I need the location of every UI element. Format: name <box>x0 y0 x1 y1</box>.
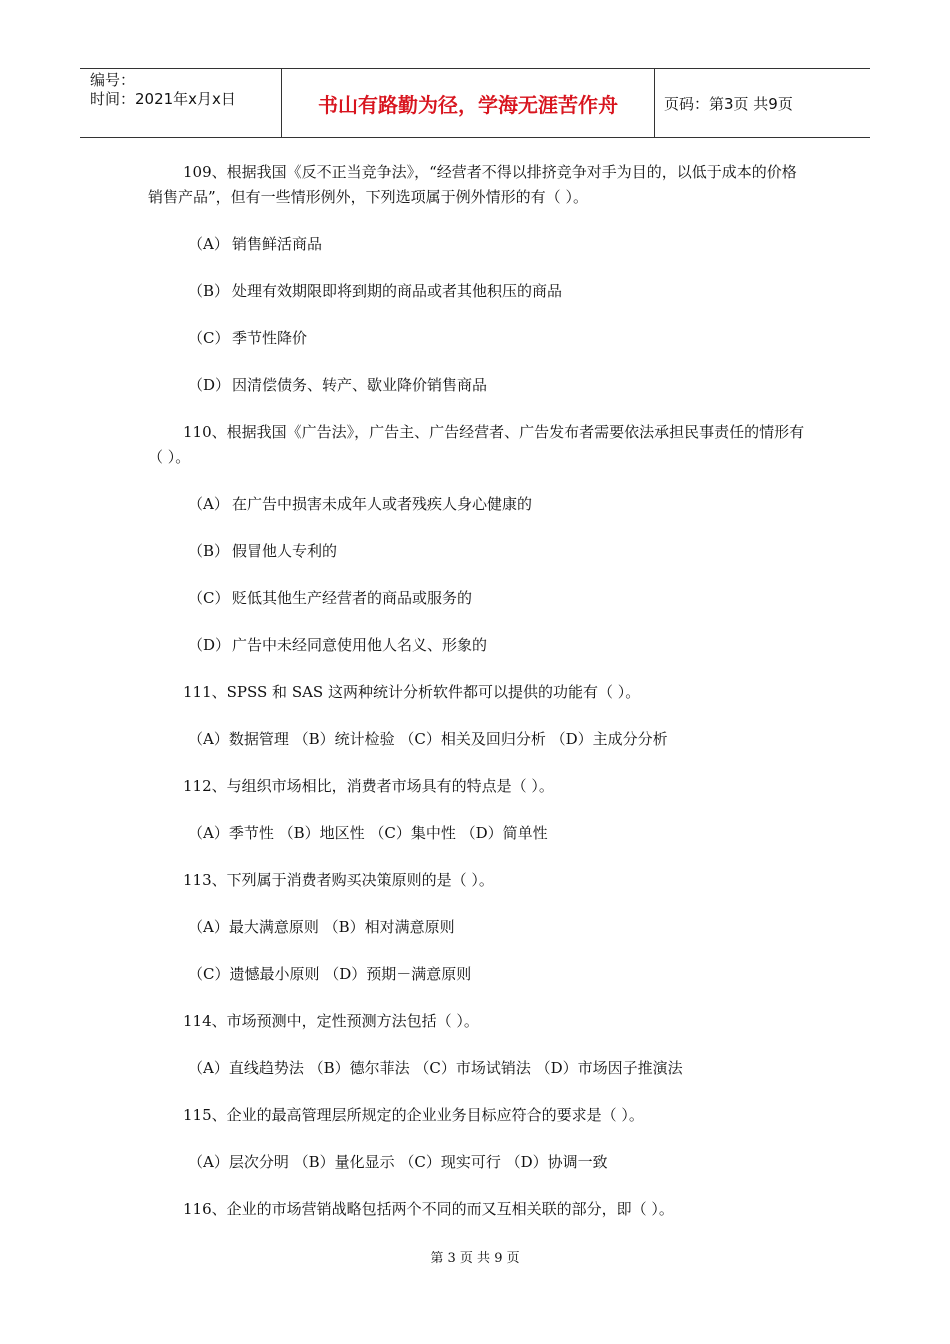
question-109-option-a: （A） 销售鲜活商品 <box>188 235 323 253</box>
question-110-option-d: （D） 广告中未经同意使用他人名义、形象的 <box>188 636 488 654</box>
question-110-option-c: （C） 贬低其他生产经营者的商品或服务的 <box>188 589 473 607</box>
question-list <box>148 160 808 1244</box>
question-109-option-d: （D） 因清偿债务、转产、歇业降价销售商品 <box>188 376 488 394</box>
question-110: 110、根据我国《广告法》，广告主、广告经营者、广告发布者需要依法承担民事责任的情形有（ ）。 <box>148 423 805 466</box>
header-page-info: 页码：第3页 共9页 <box>664 94 793 113</box>
document-number-label: 编号： <box>90 71 136 89</box>
page-footer: 第 3 页 共 9 页 <box>430 1251 520 1266</box>
page-header <box>80 68 870 138</box>
document-date: 时间：2021年x月x日 <box>90 90 236 108</box>
question-109-option-b: （B） 处理有效期限即将到期的商品或者其他积压的商品 <box>188 282 563 300</box>
question-111: 111、SPSS 和 SAS 这两种统计分析软件都可以提供的功能有（ ）。 <box>183 683 641 701</box>
question-113-options-line-1: （A）最大满意原则 （B）相对满意原则 <box>188 918 455 936</box>
header-meta <box>80 69 282 137</box>
question-112: 112、与组织市场相比，消费者市场具有的特点是（ ）。 <box>183 777 554 795</box>
question-113-options-line-2: （C）遗憾最小原则 （D）预期－满意原则 <box>188 965 472 983</box>
question-116: 116、企业的市场营销战略包括两个不同的而又互相关联的部分，即（ ）。 <box>183 1200 674 1218</box>
question-109-option-c: （C） 季节性降价 <box>188 329 308 347</box>
question-115: 115、企业的最高管理层所规定的企业业务目标应符合的要求是（ ）。 <box>183 1106 644 1124</box>
question-112-options: （A）季节性 （B）地区性 （C）集中性 （D）简单性 <box>188 824 548 842</box>
question-110-option-a: （A） 在广告中损害未成年人或者残疾人身心健康的 <box>188 495 533 513</box>
question-113: 113、下列属于消费者购买决策原则的是（ ）。 <box>183 871 494 889</box>
question-115-options: （A）层次分明 （B）量化显示 （C）现实可行 （D）协调一致 <box>188 1153 608 1171</box>
header-motto: 书山有路勤为径，学海无涯苦作舟 <box>282 69 655 137</box>
question-110-option-b: （B） 假冒他人专利的 <box>188 542 338 560</box>
question-114: 114、市场预测中，定性预测方法包括（ ）。 <box>183 1012 479 1030</box>
question-111-options: （A）数据管理 （B）统计检验 （C）相关及回归分析 （D）主成分分析 <box>188 730 668 748</box>
question-109: 109、根据我国《反不正当竞争法》，“经营者不得以排挤竞争对手为目的，以低于成本的价格销售产品”，但有一些情形例外，下列选项属于例外情形的有（ ）。 <box>148 163 797 206</box>
question-114-options: （A）直线趋势法 （B）德尔菲法 （C）市场试销法 （D）市场因子推演法 <box>188 1059 683 1077</box>
